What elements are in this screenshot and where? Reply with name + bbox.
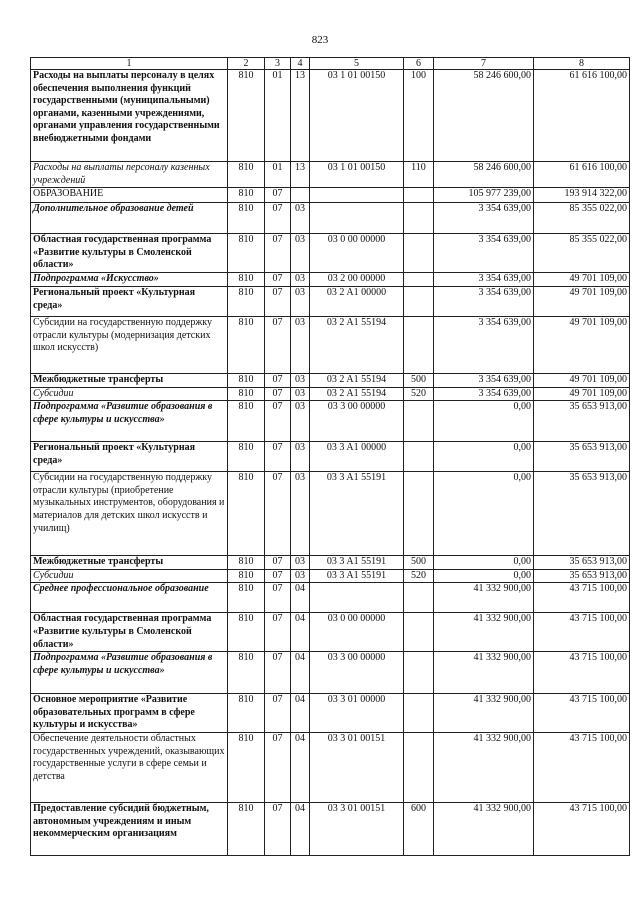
ministry-code: 810: [228, 569, 265, 583]
table-row: [31, 652, 630, 694]
expense-type: [404, 272, 434, 286]
amount-2021: 43 715 100,00: [534, 802, 630, 855]
target-article: 03 3 00 00000: [310, 652, 404, 694]
amount-2021: 61 616 100,00: [534, 162, 630, 188]
target-article: 03 1 01 00150: [310, 70, 404, 162]
row-name: Среднее профессиональное образование: [31, 583, 228, 613]
column-header: 8: [534, 58, 630, 70]
section-code: 01: [265, 162, 291, 188]
row-name: Субсидии на государственную поддержку отрасли культуры (приобретение музыкальных инструментов, оборудования и материалов для детских школ искусств и училищ): [31, 472, 228, 556]
amount-2021: 49 701 109,00: [534, 286, 630, 316]
ministry-code: 810: [228, 316, 265, 373]
table-row: [31, 162, 630, 188]
section-code: 07: [265, 613, 291, 652]
amount-2021: 49 701 109,00: [534, 316, 630, 373]
page-number: 823: [311, 34, 329, 46]
amount-2020: 0,00: [434, 442, 534, 472]
expense-type: [404, 472, 434, 556]
table-row: [31, 442, 630, 472]
row-name: Областная государственная программа «Развитие культуры в Смоленской области»: [31, 613, 228, 652]
amount-2021: 49 701 109,00: [534, 387, 630, 401]
row-name: Межбюджетные трансферты: [31, 556, 228, 570]
amount-2020: 3 354 639,00: [434, 272, 534, 286]
amount-2020: 3 354 639,00: [434, 234, 534, 273]
subsection-code: 03: [291, 272, 310, 286]
table-body: [31, 58, 630, 856]
target-article: 03 0 00 00000: [310, 613, 404, 652]
ministry-code: 810: [228, 188, 265, 203]
row-name: Обеспечение деятельности областных государственных учреждений, оказывающих государственные услуги в сфере семьи и детства: [31, 732, 228, 802]
amount-2020: 41 332 900,00: [434, 583, 534, 613]
row-name: Подпрограмма «Развитие образования в сфере культуры и искусства»: [31, 652, 228, 694]
subsection-code: 04: [291, 732, 310, 802]
amount-2020: 3 354 639,00: [434, 316, 534, 373]
subsection-code: 03: [291, 316, 310, 373]
section-code: 07: [265, 188, 291, 203]
target-article: 03 3 01 00151: [310, 802, 404, 855]
subsection-code: 03: [291, 387, 310, 401]
amount-2020: 3 354 639,00: [434, 203, 534, 234]
column-header: 5: [310, 58, 404, 70]
section-code: 01: [265, 70, 291, 162]
section-code: 07: [265, 802, 291, 855]
ministry-code: 810: [228, 472, 265, 556]
ministry-code: 810: [228, 652, 265, 694]
subsection-code: 13: [291, 162, 310, 188]
table-row: [31, 556, 630, 570]
table-row: [31, 613, 630, 652]
amount-2021: 43 715 100,00: [534, 583, 630, 613]
ministry-code: 810: [228, 694, 265, 733]
expense-type: [404, 442, 434, 472]
row-name: Расходы на выплаты персоналу в целях обеспечения выполнения функций государственными (муниципальными) органами, казенными учреждениями, органами управления государственными внебюджетными фондами: [31, 70, 228, 162]
ministry-code: 810: [228, 732, 265, 802]
column-header: 7: [434, 58, 534, 70]
amount-2020: 41 332 900,00: [434, 732, 534, 802]
amount-2020: 105 977 239,00: [434, 188, 534, 203]
table-row: [31, 387, 630, 401]
subsection-code: 04: [291, 613, 310, 652]
expense-type: [404, 694, 434, 733]
amount-2020: 41 332 900,00: [434, 802, 534, 855]
expense-type: [404, 316, 434, 373]
expense-type: [404, 613, 434, 652]
table-row: [31, 272, 630, 286]
amount-2021: 35 653 913,00: [534, 556, 630, 570]
budget-table: [30, 57, 630, 856]
row-name: Областная государственная программа «Развитие культуры в Смоленской области»: [31, 234, 228, 273]
amount-2020: 41 332 900,00: [434, 652, 534, 694]
section-code: 07: [265, 373, 291, 387]
amount-2021: 61 616 100,00: [534, 70, 630, 162]
amount-2020: 3 354 639,00: [434, 373, 534, 387]
row-name: Подпрограмма «Развитие образования в сфере культуры и искусства»: [31, 401, 228, 442]
ministry-code: 810: [228, 613, 265, 652]
amount-2021: 43 715 100,00: [534, 694, 630, 733]
amount-2021: 85 355 022,00: [534, 234, 630, 273]
amount-2021: 193 914 322,00: [534, 188, 630, 203]
target-article: 03 3 A1 55191: [310, 569, 404, 583]
table-row: [31, 234, 630, 273]
amount-2021: 43 715 100,00: [534, 732, 630, 802]
section-code: 07: [265, 272, 291, 286]
amount-2020: 3 354 639,00: [434, 387, 534, 401]
table-row: [31, 401, 630, 442]
expense-type: 600: [404, 802, 434, 855]
target-article: 03 3 01 00000: [310, 694, 404, 733]
amount-2021: 49 701 109,00: [534, 373, 630, 387]
amount-2021: 35 653 913,00: [534, 472, 630, 556]
section-code: 07: [265, 472, 291, 556]
section-code: 07: [265, 286, 291, 316]
target-article: [310, 583, 404, 613]
table-row: [31, 70, 630, 162]
expense-type: 520: [404, 387, 434, 401]
section-code: 07: [265, 387, 291, 401]
subsection-code: 03: [291, 234, 310, 273]
subsection-code: 13: [291, 70, 310, 162]
section-code: 07: [265, 569, 291, 583]
section-code: 07: [265, 203, 291, 234]
amount-2020: 41 332 900,00: [434, 613, 534, 652]
ministry-code: 810: [228, 387, 265, 401]
section-code: 07: [265, 401, 291, 442]
ministry-code: 810: [228, 583, 265, 613]
ministry-code: 810: [228, 401, 265, 442]
amount-2021: 43 715 100,00: [534, 613, 630, 652]
section-code: 07: [265, 316, 291, 373]
amount-2021: 43 715 100,00: [534, 652, 630, 694]
row-name: Основное мероприятие «Развитие образовательных программ в сфере культуры и искусства»: [31, 694, 228, 733]
target-article: 03 3 01 00151: [310, 732, 404, 802]
section-code: 07: [265, 234, 291, 273]
expense-type: 100: [404, 70, 434, 162]
ministry-code: 810: [228, 272, 265, 286]
ministry-code: 810: [228, 286, 265, 316]
section-code: 07: [265, 556, 291, 570]
row-name: Расходы на выплаты персоналу казенных учреждений: [31, 162, 228, 188]
section-code: 07: [265, 732, 291, 802]
expense-type: 110: [404, 162, 434, 188]
ministry-code: 810: [228, 234, 265, 273]
subsection-code: [291, 188, 310, 203]
target-article: 03 2 A1 55194: [310, 316, 404, 373]
section-code: 07: [265, 652, 291, 694]
table-row: [31, 694, 630, 733]
target-article: 03 3 A1 55191: [310, 472, 404, 556]
ministry-code: 810: [228, 373, 265, 387]
ministry-code: 810: [228, 442, 265, 472]
row-name: Региональный проект «Культурная среда»: [31, 442, 228, 472]
amount-2020: 0,00: [434, 472, 534, 556]
amount-2020: 58 246 600,00: [434, 70, 534, 162]
section-code: 07: [265, 442, 291, 472]
row-name: Межбюджетные трансферты: [31, 373, 228, 387]
target-article: 03 2 A1 55194: [310, 373, 404, 387]
section-code: 07: [265, 694, 291, 733]
column-header: 1: [31, 58, 228, 70]
subsection-code: 03: [291, 442, 310, 472]
amount-2020: 0,00: [434, 556, 534, 570]
row-name: Подпрограмма «Искусство»: [31, 272, 228, 286]
row-name: Предоставление субсидий бюджетным, автономным учреждениям и иным некоммерческим организациям: [31, 802, 228, 855]
amount-2021: 49 701 109,00: [534, 272, 630, 286]
subsection-code: 03: [291, 401, 310, 442]
expense-type: [404, 583, 434, 613]
ministry-code: 810: [228, 162, 265, 188]
target-article: 03 0 00 00000: [310, 234, 404, 273]
table-row: [31, 802, 630, 855]
expense-type: [404, 652, 434, 694]
target-article: 03 2 A1 55194: [310, 387, 404, 401]
expense-type: [404, 286, 434, 316]
expense-type: [404, 234, 434, 273]
column-header: 6: [404, 58, 434, 70]
table-row: [31, 373, 630, 387]
row-name: Субсидии на государственную поддержку отрасли культуры (модернизация детских школ искусств): [31, 316, 228, 373]
amount-2020: 3 354 639,00: [434, 286, 534, 316]
expense-type: 500: [404, 373, 434, 387]
column-header: 4: [291, 58, 310, 70]
section-code: 07: [265, 583, 291, 613]
expense-type: [404, 732, 434, 802]
amount-2020: 0,00: [434, 401, 534, 442]
subsection-code: 04: [291, 694, 310, 733]
column-header: 2: [228, 58, 265, 70]
target-article: [310, 188, 404, 203]
subsection-code: 03: [291, 203, 310, 234]
row-name: ОБРАЗОВАНИЕ: [31, 188, 228, 203]
amount-2020: 58 246 600,00: [434, 162, 534, 188]
column-header: 3: [265, 58, 291, 70]
amount-2021: 35 653 913,00: [534, 569, 630, 583]
subsection-code: 03: [291, 472, 310, 556]
expense-type: 500: [404, 556, 434, 570]
row-name: Субсидии: [31, 569, 228, 583]
target-article: 03 2 00 00000: [310, 272, 404, 286]
row-name: Субсидии: [31, 387, 228, 401]
target-article: [310, 203, 404, 234]
subsection-code: 03: [291, 556, 310, 570]
table-row: [31, 569, 630, 583]
expense-type: 520: [404, 569, 434, 583]
row-name: Региональный проект «Культурная среда»: [31, 286, 228, 316]
table-row: [31, 286, 630, 316]
target-article: 03 3 A1 00000: [310, 442, 404, 472]
table-row: [31, 583, 630, 613]
row-name: Дополнительное образование детей: [31, 203, 228, 234]
amount-2021: 35 653 913,00: [534, 442, 630, 472]
expense-type: [404, 401, 434, 442]
subsection-code: 03: [291, 569, 310, 583]
amount-2021: 35 653 913,00: [534, 401, 630, 442]
subsection-code: 04: [291, 583, 310, 613]
amount-2021: 85 355 022,00: [534, 203, 630, 234]
table-row: [31, 188, 630, 203]
ministry-code: 810: [228, 556, 265, 570]
column-header-row: [31, 58, 630, 70]
target-article: 03 3 A1 55191: [310, 556, 404, 570]
expense-type: [404, 203, 434, 234]
subsection-code: 04: [291, 652, 310, 694]
table-row: [31, 472, 630, 556]
target-article: 03 2 A1 00000: [310, 286, 404, 316]
table-row: [31, 203, 630, 234]
ministry-code: 810: [228, 70, 265, 162]
target-article: 03 3 00 00000: [310, 401, 404, 442]
ministry-code: 810: [228, 802, 265, 855]
target-article: 03 1 01 00150: [310, 162, 404, 188]
table-row: [31, 732, 630, 802]
amount-2020: 41 332 900,00: [434, 694, 534, 733]
subsection-code: 03: [291, 373, 310, 387]
subsection-code: 04: [291, 802, 310, 855]
table-row: [31, 316, 630, 373]
ministry-code: 810: [228, 203, 265, 234]
expense-type: [404, 188, 434, 203]
amount-2020: 0,00: [434, 569, 534, 583]
subsection-code: 03: [291, 286, 310, 316]
